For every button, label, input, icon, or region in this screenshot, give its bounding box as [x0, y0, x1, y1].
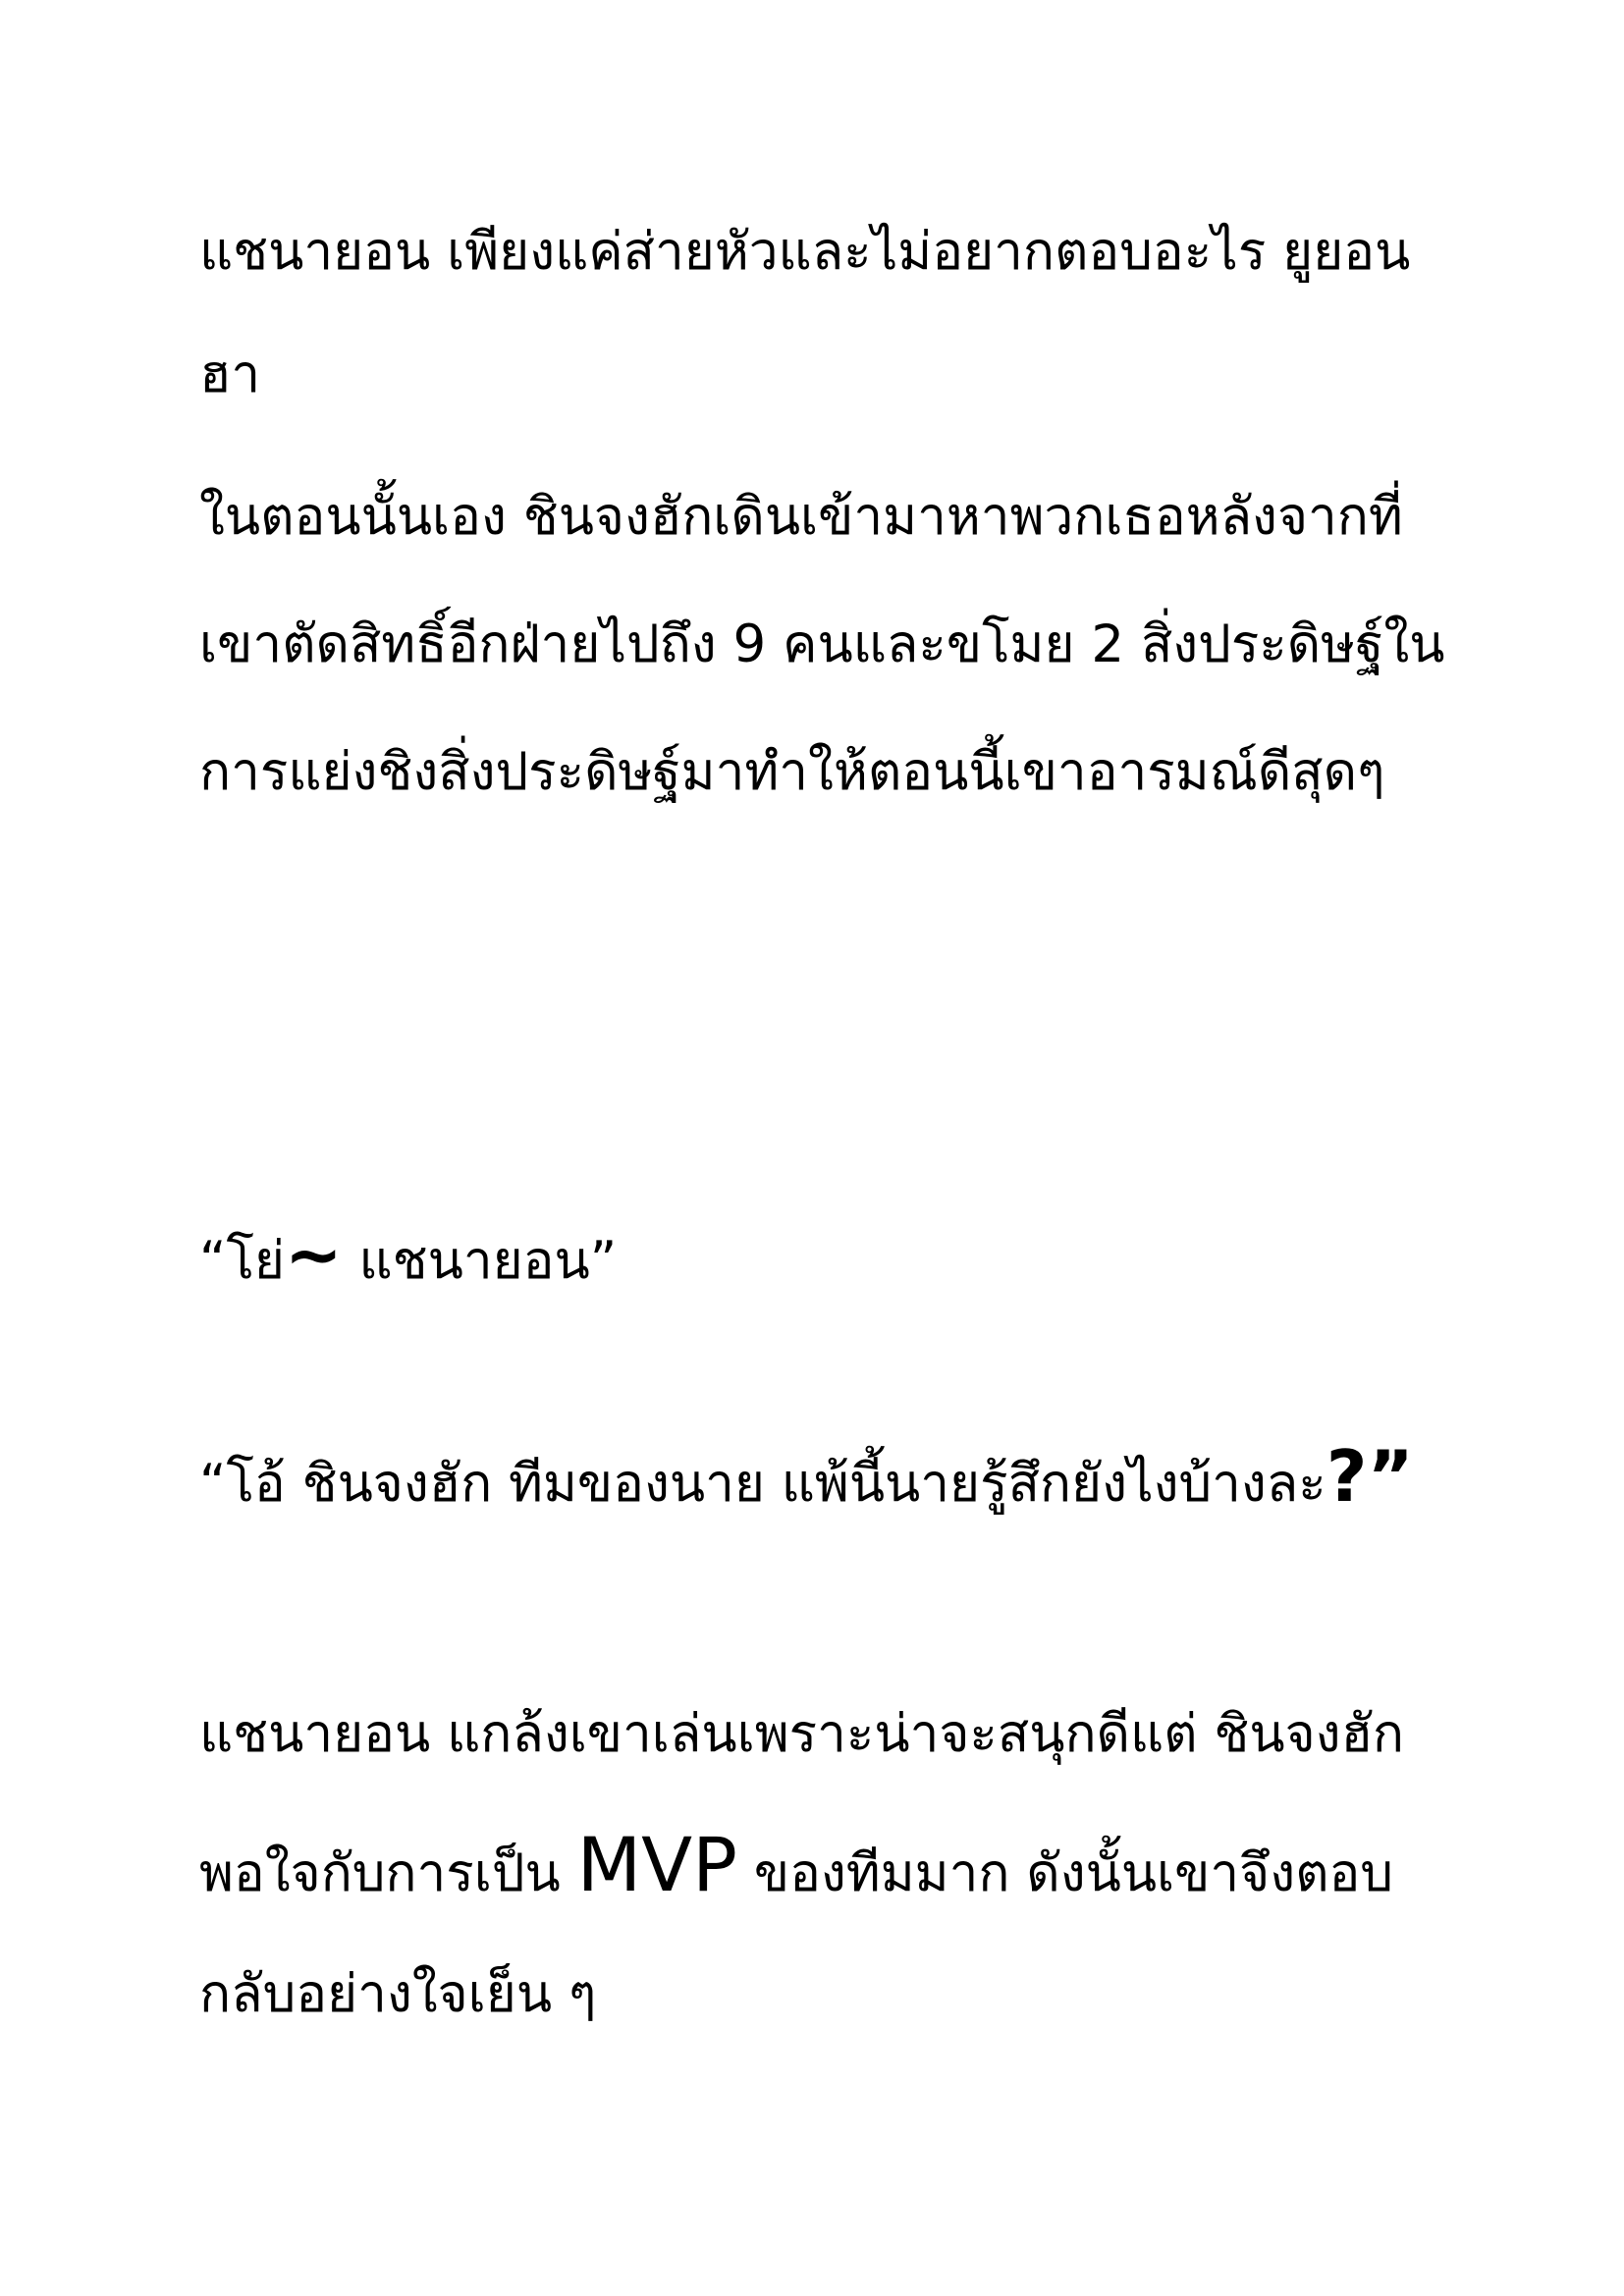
paragraph-3-line-3: กลับอย่างใจเย็น ๆ: [199, 1964, 597, 2024]
dialogue-1-open: “โย่: [199, 1231, 285, 1291]
paragraph-2-line-3: การแย่งชิงสิ่งประดิษฐ์มาทำให้ตอนนี้เขาอารมณ์ดีสุดๆ: [199, 742, 1385, 802]
paragraph-3-line-2-end: ของทีมมาก ดังนั้นเขาจึงตอบ: [737, 1843, 1393, 1903]
dialogue-1-tilde: ~: [284, 1214, 343, 1295]
dialogue-1: [199, 1214, 618, 1295]
paragraph-2-line-2: เขาตัดสิทธิ์อีกฝ่ายไปถึง 9 คนและขโมย 2 สิ่งประดิษฐ์ใน: [199, 614, 1445, 674]
paragraph-3-line-2: [199, 1821, 1393, 1908]
dialogue-2: [199, 1435, 1414, 1518]
mvp-text: MVP: [576, 1821, 737, 1908]
paragraph-1-line-1: แชนายอน เพียงแค่ส่ายหัวและไม่อยากตอบอะไร ยูยอน: [199, 222, 1411, 282]
paragraph-1-line-2: ฮา: [199, 345, 261, 404]
dialogue-1-rest: แชนายอน”: [342, 1231, 618, 1291]
dialogue-2-end: ?”: [1326, 1435, 1414, 1518]
dialogue-2-text: “โอ้ ชินจงฮัก ทีมของนาย แพ้นี้นายรู้สึกยังไงบ้างละ: [199, 1454, 1326, 1514]
paragraph-3-line-2-start: พอใจกับการเป็น: [199, 1843, 577, 1903]
paragraph-2-line-1: ในตอนนั้นเอง ชินจงฮักเดินเข้ามาหาพวกเธอหลังจากที่: [199, 487, 1403, 547]
paragraph-3-line-1: แชนายอน แกล้งเขาเล่นเพราะน่าจะสนุกดีแต่ ชินจงฮัก: [199, 1704, 1404, 1764]
